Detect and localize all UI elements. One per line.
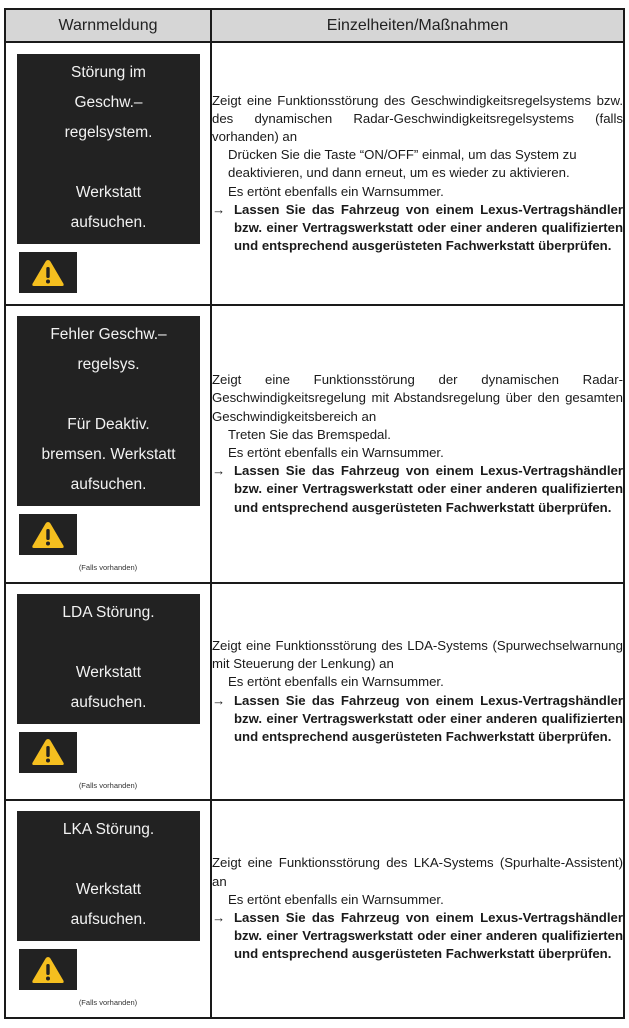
display-line: aufsuchen.	[70, 476, 147, 493]
warning-cell	[5, 800, 211, 1018]
display-line	[17, 845, 200, 875]
display-line: Werkstatt	[75, 663, 142, 681]
steps-list	[212, 673, 623, 691]
header-einzelheiten: Einzelheiten/Maßnahmen	[211, 9, 624, 42]
details-cell	[211, 305, 624, 583]
action-text: Lassen Sie das Fahrzeug von einem Lexus-Vertragshändler bzw. einer Vertragswerkstatt oder einer anderen qualifizierten und entsprechend ausgerüsteten Fachwerkstatt überprüfen.	[234, 201, 623, 254]
warning-triangle-icon	[31, 520, 65, 550]
step-text: Es ertönt ebenfalls ein Warnsummer.	[228, 183, 444, 199]
step-text: Es ertönt ebenfalls ein Warnsummer.	[228, 445, 444, 460]
warning-triangle-icon	[31, 955, 65, 985]
display-message	[17, 594, 200, 724]
description-text: Zeigt eine Funktionsstörung des LKA-Systems (Spurhalte-Assistent) an	[212, 855, 623, 889]
availability-note: (Falls vorhanden)	[78, 998, 138, 1007]
display-line: regelsystem.	[64, 124, 153, 141]
table-row	[5, 583, 624, 800]
warning-cell	[5, 583, 211, 800]
details-cell	[211, 583, 624, 800]
warning-triangle-icon	[31, 258, 65, 288]
action-text: Lassen Sie das Fahrzeug von einem Lexus-Vertragshändler bzw. einer Vertragswerkstatt oder einer anderen qualifizierten und entsprechend ausgerüsteten Fachwerkstatt überprüfen.	[234, 692, 623, 744]
display-line: bremsen. Werkstatt	[41, 446, 176, 463]
action-instruction	[212, 909, 623, 964]
display-message	[17, 316, 200, 506]
display-line: Werkstatt	[75, 184, 142, 201]
steps-list	[212, 891, 623, 909]
action-text: Lassen Sie das Fahrzeug von einem Lexus-Vertragshändler bzw. einer Vertragswerkstatt oder einer anderen qualifizierten und entsprechend ausgerüsteten Fachwerkstatt überprüfen.	[234, 463, 623, 515]
display-line: aufsuchen.	[70, 214, 147, 231]
display-line	[17, 628, 200, 658]
warning-icon-box	[19, 514, 77, 555]
display-line: LDA Störung.	[62, 603, 155, 621]
step-text: Es ertönt ebenfalls ein Warnsummer.	[228, 674, 444, 690]
display-line: aufsuchen.	[70, 693, 147, 711]
warning-messages-table	[4, 8, 625, 1019]
arrow-icon: →	[212, 910, 226, 925]
display-line	[17, 380, 200, 410]
details-cell	[211, 800, 624, 1018]
arrow-icon: →	[212, 692, 226, 708]
display-line: regelsys.	[77, 356, 140, 373]
action-instruction	[212, 462, 623, 517]
warning-cell	[5, 305, 211, 583]
table-row	[5, 305, 624, 583]
arrow-icon: →	[212, 201, 226, 217]
availability-note: (Falls vorhanden)	[78, 780, 138, 790]
warning-icon-box	[19, 732, 77, 773]
steps-list	[212, 426, 623, 462]
arrow-icon: →	[212, 463, 226, 479]
warning-icon-box	[19, 252, 77, 293]
display-line	[17, 148, 200, 178]
action-instruction	[212, 201, 623, 256]
steps-list	[212, 146, 623, 201]
display-line: Geschw.–	[74, 94, 143, 111]
display-line: Störung im	[71, 64, 146, 81]
display-line: Für Deaktiv.	[67, 416, 150, 433]
warning-icon-box	[19, 949, 77, 990]
warning-triangle-icon	[31, 737, 65, 767]
display-message	[17, 54, 200, 244]
display-line: Werkstatt	[75, 881, 142, 898]
table-header-row	[5, 9, 624, 42]
description-text: Zeigt eine Funktionsstörung des Geschwindigkeitsregelsystems bzw. des dynamischen Radar-Geschwindigkeitsregelsystems (falls vorhanden) an	[212, 92, 623, 144]
display-message	[17, 811, 200, 941]
display-line: aufsuchen.	[70, 911, 147, 928]
description-text: Zeigt eine Funktionsstörung des LDA-Systems (Spurwechselwarnung mit Steuerung der Lenkung) an	[212, 637, 623, 672]
step-text: Treten Sie das Bremspedal.	[228, 426, 391, 442]
step-text: Drücken Sie die Taste “ON/OFF” einmal, um das System zu deaktivieren, und dann erneut, um es wieder zu aktivieren.	[228, 147, 577, 181]
warning-cell	[5, 42, 211, 305]
details-cell	[211, 42, 624, 305]
table-row	[5, 42, 624, 305]
header-warnmeldung: Warnmeldung	[5, 9, 211, 42]
step-text: Es ertönt ebenfalls ein Warnsummer.	[228, 891, 444, 907]
description-text: Zeigt eine Funktionsstörung der dynamischen Radar-Geschwindigkeitsregelung mit Abstandsregelung über den gesamten Geschwindigkeitsbereich an	[212, 372, 623, 424]
action-text: Lassen Sie das Fahrzeug von einem Lexus-Vertragshändler bzw. einer Vertragswerkstatt oder einer anderen qualifizierten und entsprechend ausgerüsteten Fachwerkstatt überprüfen.	[234, 910, 623, 962]
display-line: LKA Störung.	[62, 821, 155, 838]
action-instruction	[212, 692, 623, 747]
display-line: Fehler Geschw.–	[50, 326, 167, 343]
table-row	[5, 800, 624, 1018]
availability-note: (Falls vorhanden)	[78, 563, 138, 572]
